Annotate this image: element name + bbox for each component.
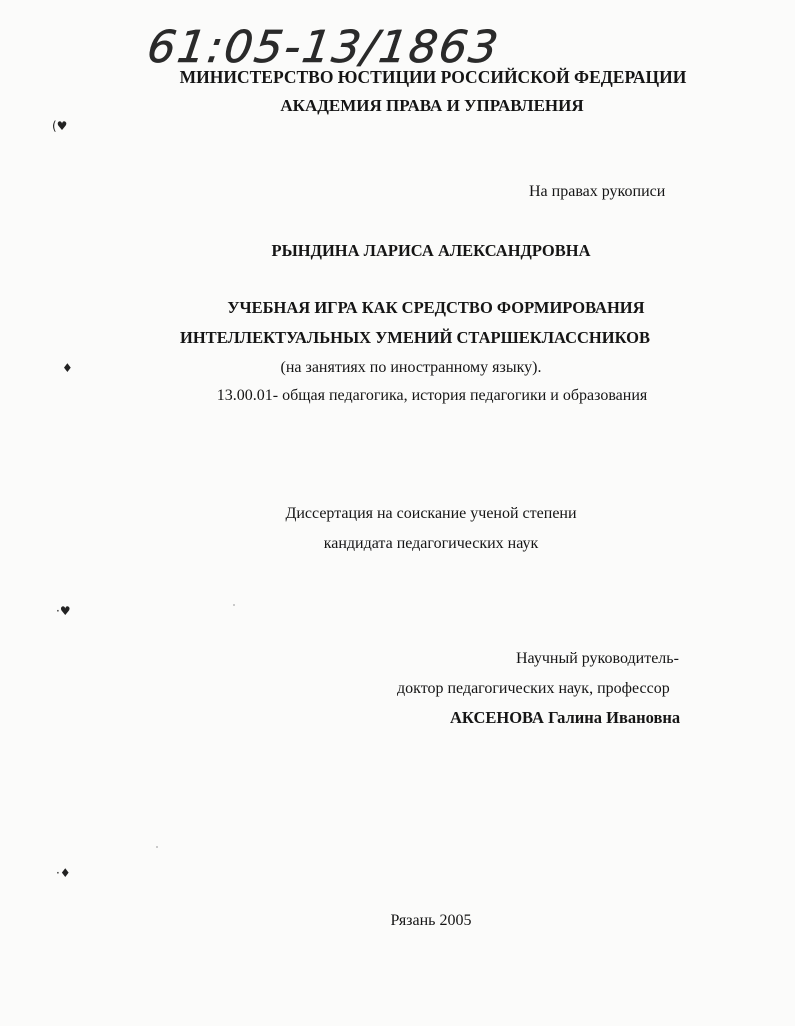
degree-line-1: Диссертация на соискание ученой степени (285, 505, 577, 522)
academy-heading: АКАДЕМИЯ ПРАВА И УПРАВЛЕНИЯ (280, 96, 584, 115)
catalog-number-text: 61:05-13/1863 (144, 22, 503, 73)
author-name: РЫНДИНА ЛАРИСА АЛЕКСАНДРОВНА (271, 241, 591, 260)
supervisor-credentials: доктор педагогических наук, профессор (397, 680, 670, 697)
scan-mark-3: ·♥ (56, 604, 71, 618)
title-line-1: УЧЕБНАЯ ИГРА КАК СРЕДСТВО ФОРМИРОВАНИЯ (227, 298, 645, 317)
specialty-code: 13.00.01- общая педагогика, история педагогики и образования (216, 387, 648, 404)
supervisor-role: Научный руководитель- (516, 650, 679, 667)
handwritten-catalog-number (144, 18, 503, 73)
title-line-2: ИНТЕЛЛЕКТУАЛЬНЫХ УМЕНИЙ СТАРШЕКЛАССНИКОВ (180, 328, 650, 347)
city-year: Рязань 2005 (390, 912, 472, 929)
supervisor-name: АКСЕНОВА Галина Ивановна (450, 708, 681, 727)
scan-speck (233, 604, 235, 606)
scan-mark-1: (♥ (52, 119, 68, 133)
title-subtitle: (на занятиях по иностранному языку). (280, 359, 542, 376)
manuscript-note: На правах рукописи (529, 183, 666, 200)
scan-mark-2: ♦ (62, 361, 73, 375)
degree-line-2: кандидата педагогических наук (323, 535, 539, 552)
scan-speck (156, 846, 158, 848)
scan-mark-4: ·♦ (56, 866, 71, 880)
ministry-heading: МИНИСТЕРСТВО ЮСТИЦИИ РОССИЙСКОЙ ФЕДЕРАЦИИ (179, 67, 687, 87)
